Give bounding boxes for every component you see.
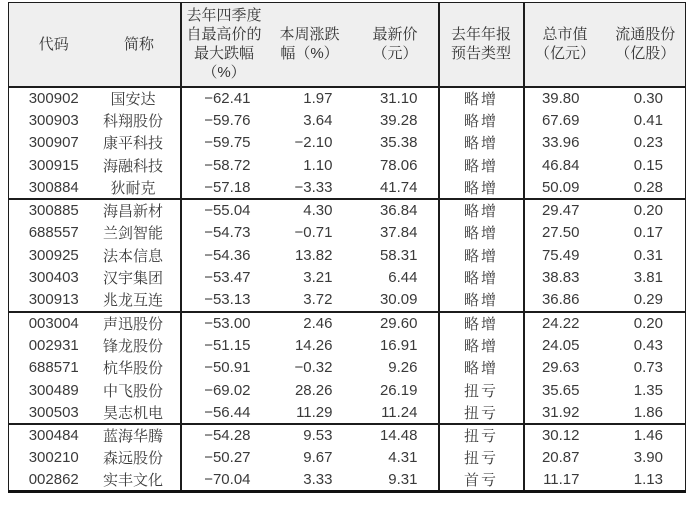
table-row: [9, 154, 686, 177]
cell-week-change: −2.10: [294, 134, 333, 152]
cell-week-change: 2.46: [303, 314, 333, 332]
table-row: [9, 222, 686, 245]
cell-float-shares: 0.31: [633, 246, 663, 264]
cell-market-cap: 31.92: [524, 402, 606, 425]
column-header-week-change: [267, 3, 353, 87]
cell-name: 蓝海华腾: [102, 428, 163, 446]
cell-float-shares: 0.20: [633, 314, 663, 332]
stock-table-container: [8, 2, 686, 493]
cell-latest-price: 4.31: [388, 449, 418, 467]
cell-market-cap: 11.17: [524, 469, 606, 492]
cell-latest-price: 6.44: [388, 269, 418, 287]
cell-code: 300484: [28, 427, 79, 445]
cell-max-drawdown: −54.28: [181, 424, 267, 447]
cell-float-shares: 0.23: [633, 134, 663, 152]
cell-forecast: 略增: [439, 357, 524, 380]
header-label: 自最高价的: [186, 26, 262, 44]
cell-forecast: 略增: [439, 244, 524, 267]
column-header-forecast: [439, 3, 524, 87]
cell-max-drawdown: −59.75: [181, 132, 267, 155]
cell-week-change: −0.71: [294, 224, 333, 242]
table-row: [9, 357, 686, 380]
cell-name: 杭华股份: [102, 360, 163, 378]
header-label: 预告类型: [450, 45, 511, 63]
table-row: [9, 199, 686, 222]
column-header-name: [99, 3, 181, 87]
table-row: [9, 379, 686, 402]
cell-week-change: 3.64: [303, 111, 333, 129]
cell-float-shares: 0.28: [606, 177, 686, 200]
cell-max-drawdown: −54.36: [181, 244, 267, 267]
cell-market-cap: 33.96: [524, 132, 606, 155]
cell-latest-price: 31.10: [379, 89, 418, 107]
cell-name: 声迅股份: [102, 315, 163, 333]
cell-code: 300902: [28, 89, 79, 107]
cell-forecast: 略增: [439, 177, 524, 200]
cell-name: 国安达: [110, 90, 156, 108]
cell-name: 锋龙股份: [102, 337, 163, 355]
cell-float-shares: 3.90: [633, 449, 663, 467]
cell-week-change: 1.10: [303, 156, 333, 174]
header-label: （亿股）: [615, 45, 676, 63]
header-label: 代码: [38, 35, 69, 53]
header-label: 最新价: [372, 26, 418, 44]
cell-week-change: 1.97: [303, 89, 333, 107]
cell-code: 003004: [28, 314, 79, 332]
cell-market-cap: 29.63: [524, 357, 606, 380]
cell-float-shares: 0.15: [633, 156, 663, 174]
cell-name: 汉宇集团: [102, 270, 163, 288]
cell-latest-price: 78.06: [379, 156, 418, 174]
cell-max-drawdown: −54.73: [181, 222, 267, 245]
cell-forecast: 扭亏: [439, 447, 524, 470]
header-label: 总市值: [542, 26, 588, 44]
header-label: 幅（%）: [280, 45, 339, 63]
cell-code: 688571: [28, 359, 79, 377]
cell-market-cap: 36.86: [524, 289, 606, 312]
table-row: [9, 109, 686, 132]
cell-week-change: 28.26: [294, 381, 333, 399]
table-body: [9, 87, 686, 492]
header-label: 本周涨跌: [279, 26, 340, 44]
cell-forecast: 首亏: [439, 469, 524, 492]
cell-max-drawdown: −50.27: [181, 447, 267, 470]
cell-forecast: 扭亏: [439, 379, 524, 402]
table-row: [9, 334, 686, 357]
cell-name: 海昌新材: [102, 203, 163, 221]
cell-week-change: 9.67: [303, 449, 333, 467]
table-row: [9, 267, 686, 290]
cell-market-cap: 39.80: [524, 87, 606, 110]
cell-forecast: 略增: [439, 334, 524, 357]
cell-forecast: 略增: [439, 199, 524, 222]
cell-max-drawdown: −69.02: [181, 379, 267, 402]
stock-table: [8, 2, 686, 493]
cell-float-shares: 0.43: [633, 336, 663, 354]
cell-market-cap: 27.50: [524, 222, 606, 245]
cell-max-drawdown: −57.18: [181, 177, 267, 200]
cell-float-shares: 3.81: [633, 269, 663, 287]
cell-market-cap: 30.12: [524, 424, 606, 447]
cell-max-drawdown: −55.04: [181, 199, 267, 222]
cell-week-change: 14.26: [294, 336, 333, 354]
cell-max-drawdown: −51.15: [181, 334, 267, 357]
cell-max-drawdown: −53.00: [181, 312, 267, 335]
cell-latest-price: 9.31: [388, 471, 418, 488]
cell-float-shares: 0.29: [606, 289, 686, 312]
cell-week-change: 3.21: [303, 269, 333, 287]
cell-float-shares: 1.35: [633, 381, 663, 399]
cell-code: 300915: [28, 156, 79, 174]
cell-max-drawdown: −62.41: [181, 87, 267, 110]
cell-max-drawdown: −53.47: [181, 267, 267, 290]
cell-latest-price: 29.60: [379, 314, 418, 332]
cell-name: 中飞股份: [102, 382, 163, 400]
cell-week-change: 4.30: [303, 202, 333, 220]
cell-max-drawdown: −56.44: [181, 402, 267, 425]
cell-latest-price: 9.26: [388, 359, 418, 377]
cell-forecast: 扭亏: [439, 402, 524, 425]
cell-float-shares: 1.46: [633, 427, 663, 445]
cell-float-shares: 1.13: [633, 471, 663, 488]
cell-name: 森远股份: [102, 450, 163, 468]
cell-forecast: 略增: [439, 132, 524, 155]
cell-forecast: 略增: [439, 267, 524, 290]
header-label: 流通股份: [615, 26, 676, 44]
header-label: 最大跌幅: [193, 45, 254, 63]
cell-code: 300925: [28, 246, 79, 264]
cell-week-change: 3.72: [267, 289, 353, 312]
cell-week-change: 11.29: [267, 402, 353, 425]
cell-latest-price: 39.28: [379, 111, 418, 129]
cell-market-cap: 29.47: [524, 199, 606, 222]
cell-code: 300884: [9, 177, 99, 200]
cell-code: 300907: [28, 134, 79, 152]
table-header: [9, 3, 686, 87]
cell-market-cap: 67.69: [524, 109, 606, 132]
cell-name: 狄耐克: [99, 177, 181, 200]
cell-forecast: 略增: [439, 109, 524, 132]
cell-float-shares: 0.17: [633, 224, 663, 242]
cell-max-drawdown: −70.04: [181, 469, 267, 492]
table-row: [9, 87, 686, 110]
cell-forecast: 略增: [439, 222, 524, 245]
cell-latest-price: 41.74: [353, 177, 439, 200]
cell-name: 科翔股份: [102, 112, 163, 130]
header-label: 去年年报: [450, 26, 511, 44]
cell-forecast: 略增: [439, 87, 524, 110]
column-header-float-shares: [606, 3, 686, 87]
cell-market-cap: 20.87: [524, 447, 606, 470]
cell-latest-price: 16.91: [379, 336, 418, 354]
cell-market-cap: 50.09: [524, 177, 606, 200]
table-row: [9, 244, 686, 267]
column-header-latest-price: [353, 3, 439, 87]
cell-latest-price: 14.48: [379, 427, 418, 445]
cell-latest-price: 35.38: [379, 134, 418, 152]
table-row: [9, 447, 686, 470]
cell-code: 002862: [28, 471, 79, 488]
cell-float-shares: 0.73: [633, 359, 663, 377]
cell-float-shares: 1.86: [606, 402, 686, 425]
cell-name: 实丰文化: [102, 472, 163, 489]
table-row: [9, 402, 686, 425]
cell-latest-price: 58.31: [379, 246, 418, 264]
table-row: [9, 312, 686, 335]
cell-max-drawdown: −58.72: [181, 154, 267, 177]
header-label: （元）: [372, 45, 418, 63]
cell-code: 300913: [9, 289, 99, 312]
cell-max-drawdown: −59.76: [181, 109, 267, 132]
cell-week-change: 13.82: [294, 246, 333, 264]
column-header-code: [9, 3, 99, 87]
table-row: [9, 424, 686, 447]
cell-week-change: 9.53: [303, 427, 333, 445]
cell-week-change: −0.32: [294, 359, 333, 377]
column-header-market-cap: [524, 3, 606, 87]
cell-name: 昊志机电: [99, 402, 181, 425]
cell-code: 688557: [28, 224, 79, 242]
cell-code: 300403: [28, 269, 79, 287]
header-label: 简称: [123, 35, 154, 53]
table-row: [9, 289, 686, 312]
header-row: [9, 3, 686, 87]
cell-code: 002931: [28, 336, 79, 354]
cell-week-change: 3.33: [303, 471, 333, 488]
cell-max-drawdown: −53.13: [181, 289, 267, 312]
cell-forecast: 略增: [439, 312, 524, 335]
cell-latest-price: 11.24: [353, 402, 439, 425]
cell-latest-price: 26.19: [379, 381, 418, 399]
table-row: [9, 469, 686, 492]
header-label: （%）: [202, 64, 246, 82]
table-row: [9, 132, 686, 155]
cell-float-shares: 0.41: [633, 111, 663, 129]
cell-forecast: 扭亏: [439, 424, 524, 447]
cell-market-cap: 75.49: [524, 244, 606, 267]
cell-max-drawdown: −50.91: [181, 357, 267, 380]
cell-float-shares: 0.20: [633, 202, 663, 220]
cell-forecast: 略增: [439, 289, 524, 312]
cell-week-change: −3.33: [267, 177, 353, 200]
cell-code: 300210: [28, 449, 79, 467]
cell-name: 兰剑智能: [102, 225, 163, 243]
cell-latest-price: 37.84: [379, 224, 418, 242]
table-row: [9, 177, 686, 200]
cell-latest-price: 30.09: [353, 289, 439, 312]
cell-market-cap: 24.22: [524, 312, 606, 335]
header-label: 去年四季度: [186, 7, 262, 25]
cell-code: 300885: [28, 202, 79, 220]
cell-name: 康平科技: [102, 135, 163, 153]
cell-forecast: 略增: [439, 154, 524, 177]
cell-name: 兆龙互连: [99, 289, 181, 312]
cell-name: 海融科技: [102, 157, 163, 175]
cell-float-shares: 0.30: [633, 89, 663, 107]
column-header-max-drawdown: [181, 3, 267, 87]
cell-latest-price: 36.84: [379, 202, 418, 220]
cell-code: 300903: [28, 111, 79, 129]
cell-market-cap: 46.84: [524, 154, 606, 177]
cell-name: 法本信息: [102, 247, 163, 265]
cell-code: 300503: [9, 402, 99, 425]
cell-code: 300489: [28, 381, 79, 399]
cell-market-cap: 38.83: [524, 267, 606, 290]
cell-market-cap: 35.65: [524, 379, 606, 402]
header-label: （亿元）: [534, 45, 595, 63]
cell-market-cap: 24.05: [524, 334, 606, 357]
